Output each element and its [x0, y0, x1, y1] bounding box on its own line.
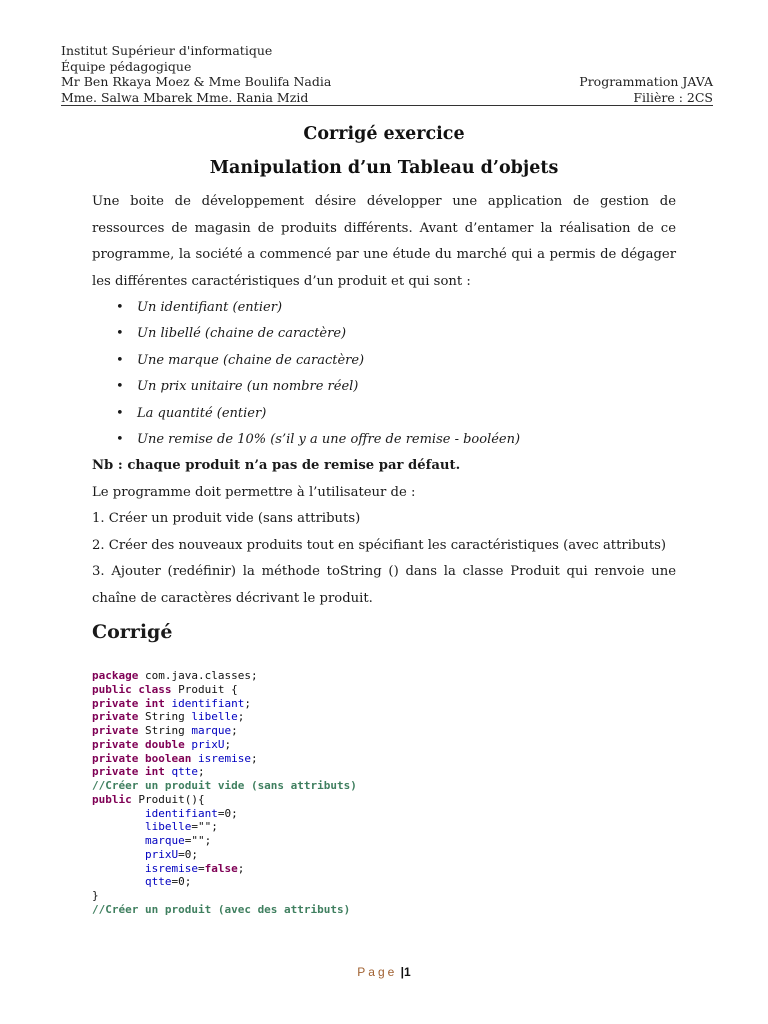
- code-keyword: private: [92, 724, 139, 737]
- requirement-item-2: 2. Créer des nouveaux produits tout en spécifiant les caractéristiques (avec attributs): [92, 537, 667, 553]
- teachers-line-1: Mr Ben Rkaya Moez & Mme Boulifa Nadia: [61, 74, 332, 89]
- code-line: [92, 793, 357, 807]
- code-text: =0;: [178, 847, 198, 861]
- code-text: =0;: [171, 875, 192, 889]
- exercise-body: [92, 189, 676, 646]
- code-field: marque: [144, 834, 185, 847]
- page-separator: |: [400, 965, 405, 979]
- characteristics-list: [92, 295, 676, 453]
- code-line: private double prixU;: [92, 737, 232, 751]
- code-field: isremise: [144, 861, 198, 875]
- teachers-line-2: Mme. Salwa Mbarek Mme. Rania Mzid: [61, 89, 309, 105]
- bullet-icon: •: [116, 326, 124, 342]
- code-comment: //Créer un produit vide (sans attributs): [92, 779, 357, 792]
- code-text: ;: [237, 861, 245, 875]
- code-field: prixU: [144, 847, 179, 861]
- code-field: identifiant: [171, 696, 245, 710]
- code-field: marque: [191, 724, 232, 737]
- code-text: =: [197, 861, 205, 875]
- header-line: [61, 74, 713, 90]
- list-item: [92, 401, 676, 427]
- solution-heading: Corrigé: [92, 621, 173, 644]
- code-field: prixU: [191, 737, 225, 751]
- code-text: String: [138, 724, 192, 737]
- code-field: libelle: [144, 820, 192, 834]
- page-footer: [0, 965, 768, 979]
- code-line: [92, 834, 357, 848]
- code-field: libelle: [191, 710, 238, 724]
- code-text: Produit {: [171, 682, 238, 696]
- code-keyword: false: [204, 861, 238, 875]
- course-name: Programmation JAVA: [579, 74, 713, 89]
- code-line: [92, 820, 357, 834]
- code-keyword: private: [92, 710, 139, 724]
- bullet-icon: •: [116, 300, 124, 315]
- list-item-text: Un identifiant (entier): [137, 300, 283, 315]
- code-line: private String libelle;: [92, 710, 245, 724]
- requirement-item-1: 1. Créer un produit vide (sans attributs): [92, 511, 361, 527]
- code-field: qtte: [171, 765, 198, 779]
- header-line: [61, 90, 713, 107]
- list-item-text: Un libellé (chaine de caractère): [137, 326, 347, 342]
- code-keyword: private boolean: [92, 751, 192, 765]
- requirements-intro: Le programme doit permettre à l’utilisateur de :: [92, 484, 416, 500]
- code-text: ="";: [191, 820, 218, 834]
- code-line: [92, 862, 357, 876]
- code-field: identifiant: [144, 806, 218, 820]
- code-keyword: private int: [92, 765, 165, 779]
- code-text: com.java.classes;: [138, 669, 258, 682]
- code-keyword: public: [92, 792, 132, 806]
- institute-name: Institut Supérieur d'informatique: [61, 43, 273, 58]
- bullet-icon: •: [116, 405, 124, 421]
- code-block: [92, 669, 357, 917]
- list-item-text: Un prix unitaire (un nombre réel): [137, 379, 359, 395]
- code-field: qtte: [144, 875, 172, 889]
- document-subtitle: Manipulation d’un Tableau d’objets: [209, 158, 559, 178]
- list-item-text: Une marque (chaine de caractère): [137, 352, 365, 368]
- list-item: [92, 427, 676, 453]
- note-text: Nb : chaque produit n’a pas de remise par défaut.: [92, 458, 461, 474]
- list-item-text: La quantité (entier): [137, 405, 267, 421]
- requirement-item-3: 3. Ajouter (redéfinir) la méthode toString () dans la classe Produit qui renvoie une chaîne de caractères décrivant le produit.: [92, 564, 676, 606]
- code-field: isremise: [197, 751, 251, 765]
- code-keyword: package: [92, 669, 139, 682]
- header-line: [61, 59, 713, 75]
- code-line: [92, 669, 357, 683]
- header-line: [61, 43, 713, 59]
- code-text: Produit(){: [131, 792, 205, 806]
- list-item: [92, 348, 676, 374]
- code-line: private int identifiant;: [92, 696, 251, 710]
- page-label: Page: [357, 965, 398, 979]
- page-number: 1: [404, 965, 411, 979]
- bullet-icon: •: [116, 352, 124, 368]
- code-line: [92, 807, 357, 821]
- code-comment: //Créer un produit (avec des attributs): [92, 902, 351, 916]
- page-header: [61, 43, 713, 106]
- code-line: }: [92, 889, 99, 902]
- list-item-text: Une remise de 10% (s’il y a une offre de remise - booléen): [137, 432, 521, 448]
- code-line: private int qtte;: [92, 765, 205, 779]
- code-keyword: private double: [92, 737, 185, 751]
- document-title: Corrigé exercice: [303, 124, 465, 144]
- code-line: private boolean isremise;: [92, 751, 258, 765]
- team-name: Équipe pédagogique: [61, 58, 192, 74]
- code-line: [92, 683, 357, 697]
- list-item: [92, 374, 676, 400]
- code-keyword: public class: [92, 682, 172, 696]
- code-text: ="";: [184, 834, 212, 847]
- bullet-icon: •: [116, 379, 124, 395]
- track-name: Filière : 2CS: [633, 89, 713, 105]
- intro-paragraph: Une boite de développement désire développer une application de gestion de ressources de magasin de produits différents. Avant d’entamer la réalisation de ce programme, la société a commencé par une étude du marché qui a permis de dégager les différentes caractéristiques d’un produit et qui sont :: [92, 194, 676, 289]
- code-line: [92, 875, 357, 889]
- list-item: [92, 295, 676, 321]
- code-text: String: [138, 710, 192, 724]
- code-keyword: private int: [92, 696, 165, 710]
- code-line: [92, 848, 357, 862]
- code-line: private String marque;: [92, 724, 238, 737]
- code-text: =0;: [217, 806, 238, 820]
- bullet-icon: •: [116, 432, 124, 448]
- list-item: [92, 321, 676, 347]
